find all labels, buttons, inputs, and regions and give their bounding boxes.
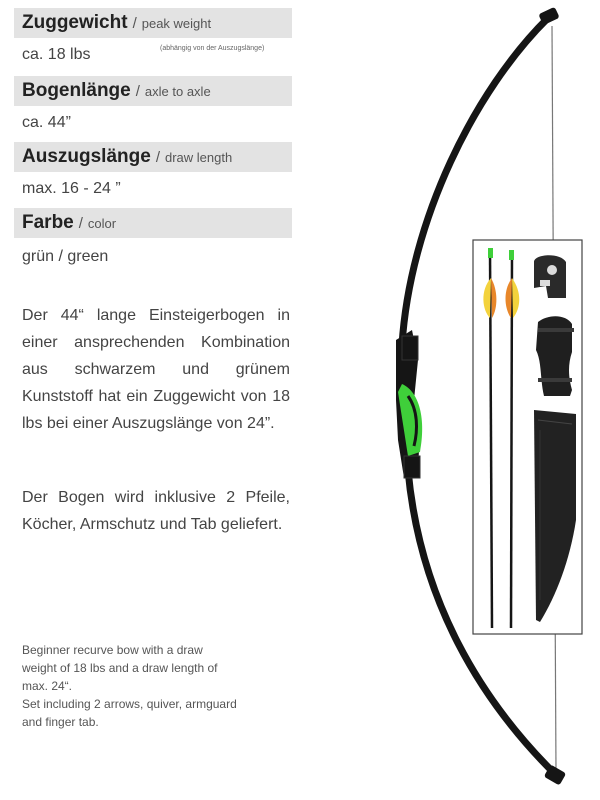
description-en-line: and finger tab. [22,715,99,729]
spec-separator: / [132,14,137,32]
spec-label-en: draw length [164,149,233,165]
description-en-line: Beginner recurve bow with a draw [22,643,203,657]
description-en-line: max. 24“. [22,679,73,693]
spec-value-color: grün / green [22,248,109,265]
spec-label-en: axle to axle [144,83,211,99]
spec-label-en: color [87,215,117,231]
spec-separator: / [155,148,160,166]
spec-label-de: Zuggewicht [22,12,128,33]
description-en-line: Set including 2 arrows, quiver, armguard [22,697,237,711]
description-de-paragraph-1: Der 44“ lange Einsteigerbogen in einer ansprechenden Kombination aus schwarzem und grünem Kunststoff hat ein Zuggewicht von 18 lbs bei einer Auszugslänge von 24”. [22,307,290,432]
spec-label-de: Auszugslänge [22,146,151,167]
description-en-line: weight of 18 lbs and a draw length of [22,661,218,675]
spec-label-en: peak weight [141,15,212,31]
spec-label-de: Farbe [22,212,74,233]
spec-note-draw-dependency: (abhängig von der Auszugslänge) [160,45,265,52]
spec-value-peak-weight: ca. 18 lbs [22,46,91,63]
spec-label-de: Bogenlänge [22,80,131,101]
spec-value-bow-length: ca. 44” [22,114,71,131]
spec-separator: / [135,82,140,100]
spec-value-draw-length: max. 16 - 24 ” [22,180,121,197]
description-de-paragraph-2: Der Bogen wird inklusive 2 Pfeile, Köcher, Armschutz und Tab geliefert. [22,489,290,533]
spec-separator: / [78,214,83,232]
